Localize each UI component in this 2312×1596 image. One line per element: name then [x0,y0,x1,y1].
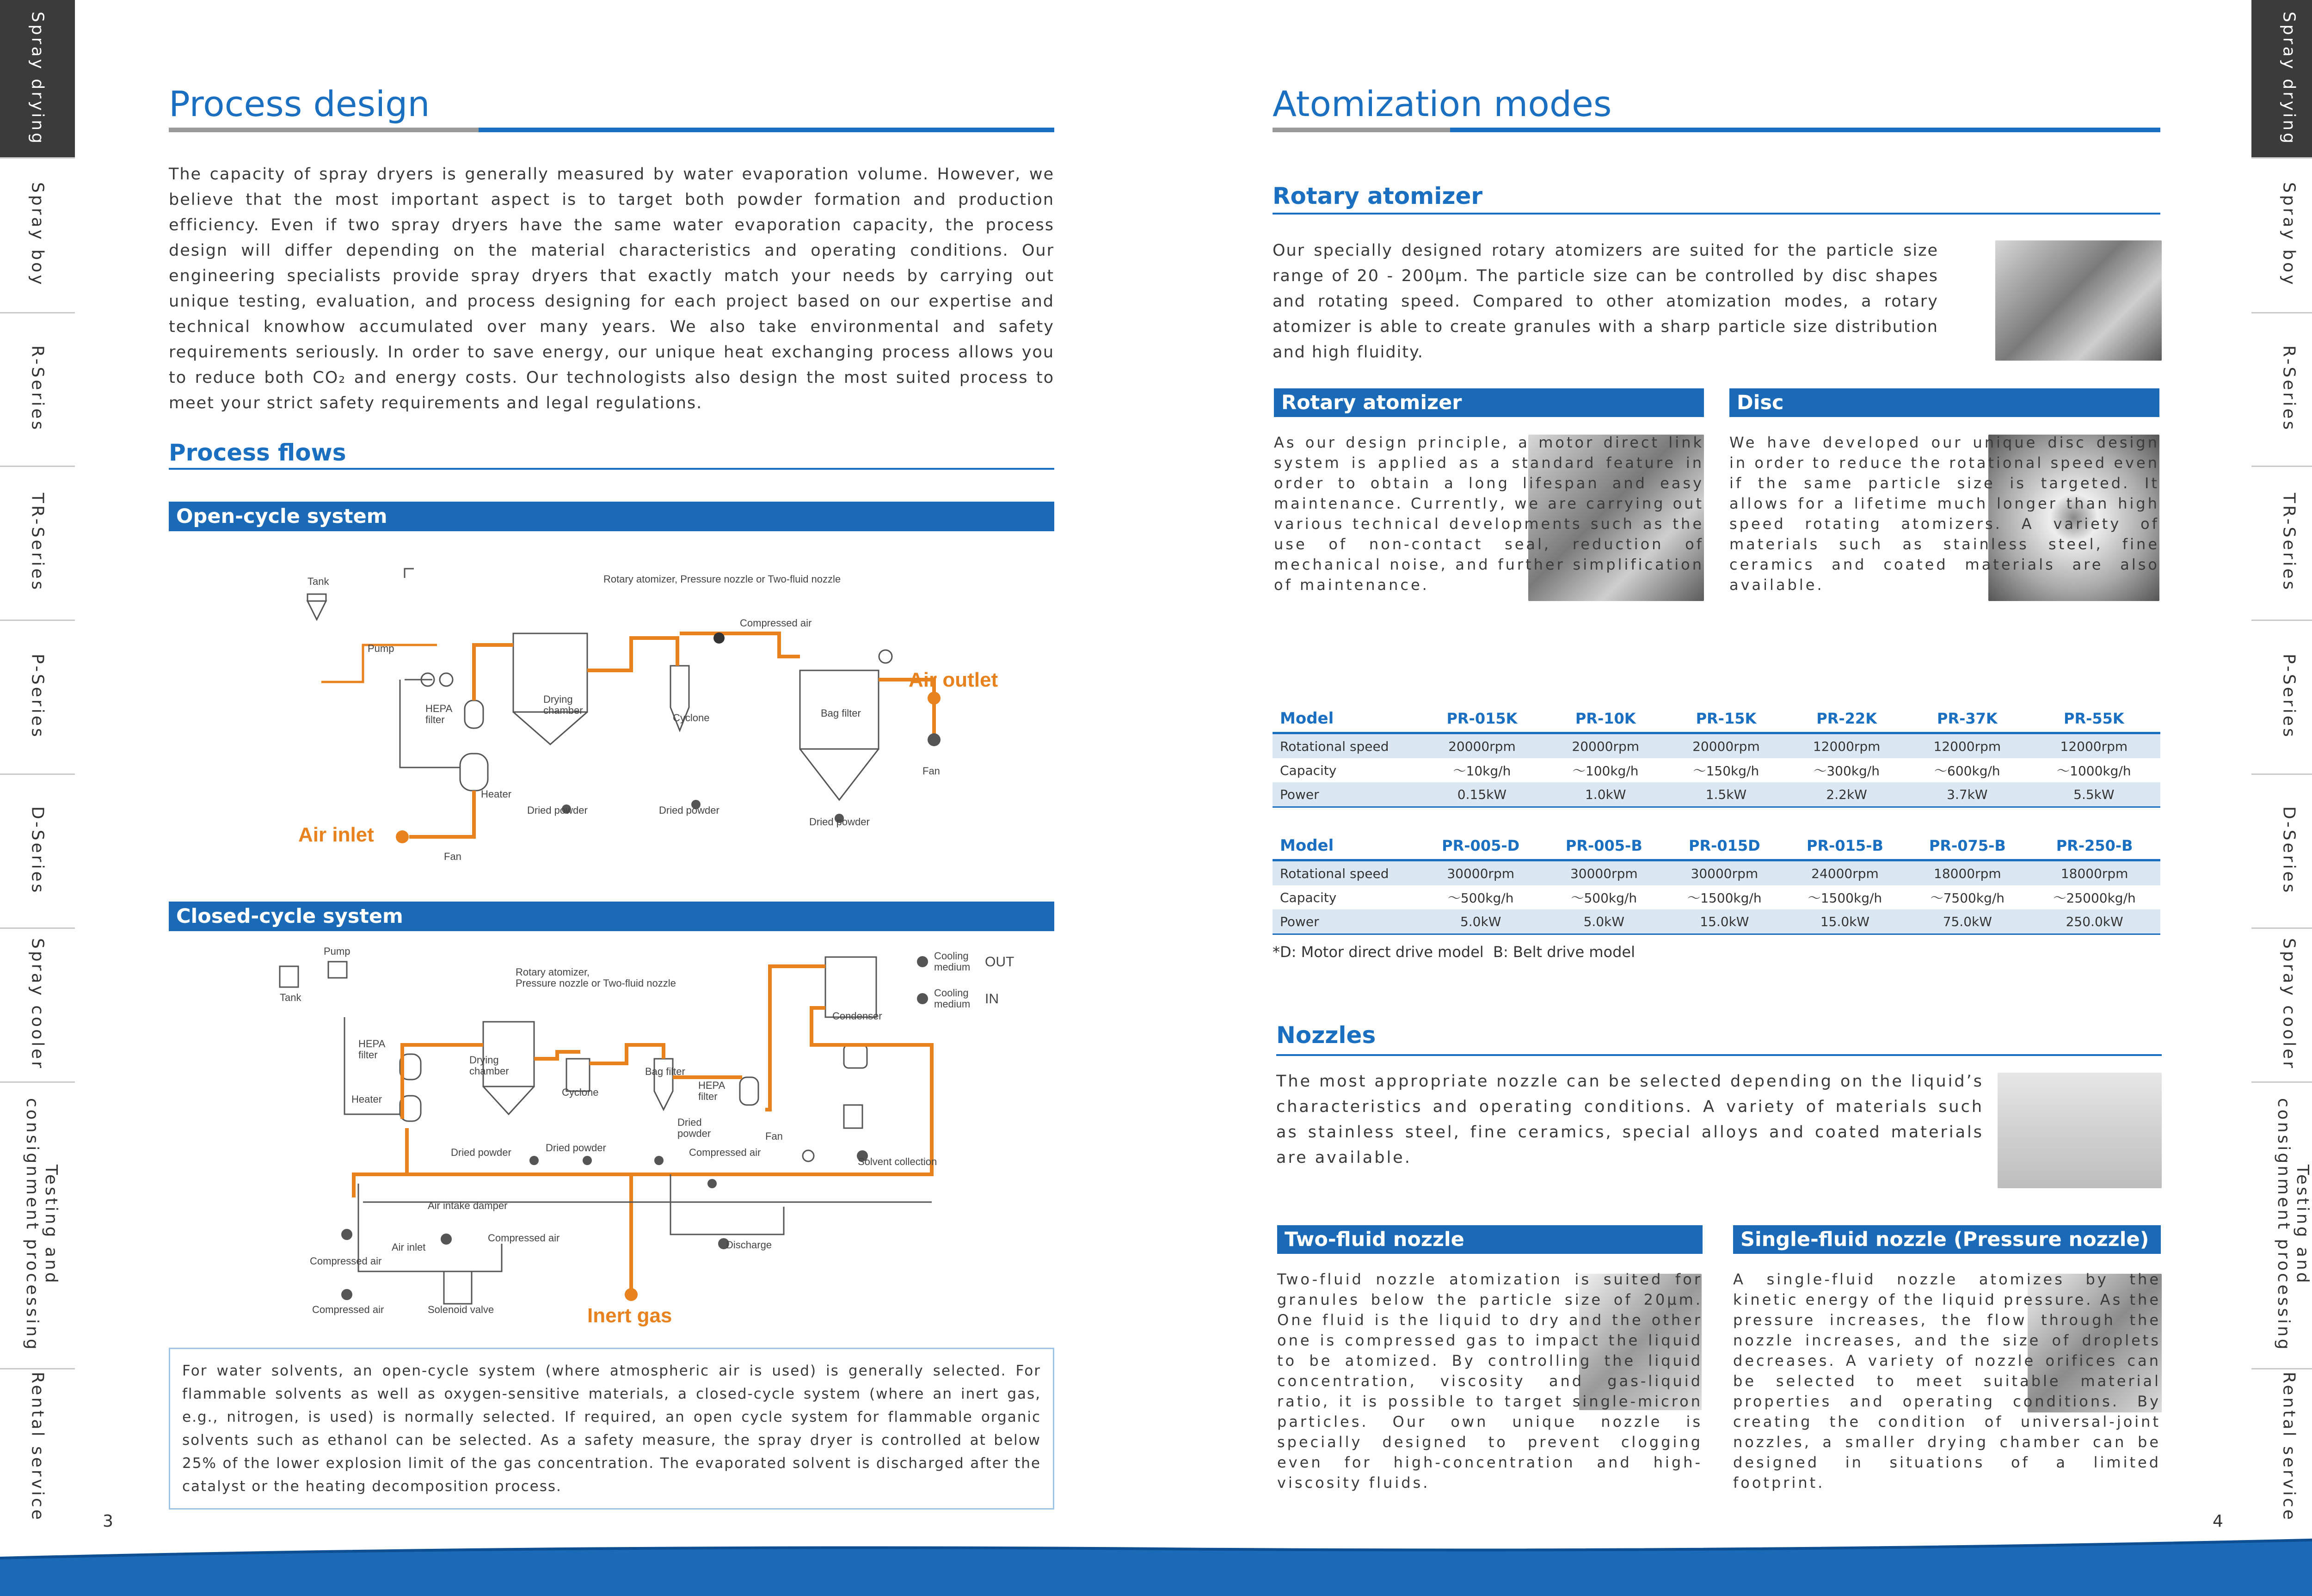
cycle-note-box [169,1348,1054,1510]
label-dried-powder-1: Dried powder [527,804,588,816]
label-air-outlet: Air outlet [909,669,998,691]
t1-r2c4: 2.2kW [1786,782,1907,807]
t2-h0: Model [1273,832,1419,860]
open-cycle-bar: Open-cycle system [169,502,1054,531]
t1-r1c6: ～1000kg/h [2057,763,2131,779]
t2-r2c4: 15.0kW [1784,909,1906,934]
pump-shape [328,962,347,978]
t1-r2c2: 1.0kW [1545,782,1666,807]
t2-r0c5: 18000rpm [1906,860,2029,886]
t1-r1c0: Capacity [1280,762,1337,778]
t1-r2c0: Power [1273,782,1419,807]
t1-r1c1: ～10kg/h [1453,763,1511,779]
label-heater: Heater [351,1093,382,1105]
two-fluid-bar: Two-fluid nozzle [1277,1225,1703,1254]
right-tab-testing[interactable]: Testing and consignment processing [2251,1081,2312,1369]
label-nozzle: Rotary atomizer, Pressure nozzle or Two-fluid nozzle [516,966,676,989]
page-number-right: 4 [2213,1512,2223,1531]
footer-wave [0,1530,2312,1596]
condenser-shape [825,957,876,1017]
right-tab-d-series[interactable]: D-Series [2251,773,2312,929]
t2-r1c3: ～1500kg/h [1687,890,1762,906]
label-air-intake-damper: Air intake damper [428,1200,508,1211]
closed-cycle-bar: Closed-cycle system [169,902,1054,931]
t1-r0c1: 20000rpm [1419,733,1545,759]
t2-h6: PR-250-B [2029,832,2160,860]
t1-r0c5: 12000rpm [1907,733,2028,759]
t1-r0c4: 12000rpm [1786,733,1907,759]
single-fluid-bar: Single-fluid nozzle (Pressure nozzle) [1733,1225,2161,1254]
tank-shape [307,601,326,620]
t1-h2: PR-10K [1545,705,1666,733]
t2-r1c4: ～1500kg/h [1808,890,1882,906]
right-tab-spray-drying[interactable]: Spray drying [2251,0,2312,159]
two-fluid-text [1277,1269,1703,1493]
label-dried-powder-3: Dried powder [809,816,870,828]
label-condenser: Condenser [832,1010,882,1022]
label-cyclone: Cyclone [673,712,710,724]
t2-r1c2: ～500kg/h [1571,890,1637,906]
t1-h1: PR-015K [1419,705,1545,733]
left-tab-spray-boy[interactable]: Spray boy [0,157,75,313]
t2-r1c6: ～25000kg/h [2053,890,2136,906]
label-compressed-air-1: Compressed air [689,1147,761,1158]
nozzles-heading-rule [1276,1054,2162,1056]
label-solvent-collection: Solvent collection [858,1156,937,1167]
nozzles-photo [1998,1073,2162,1188]
t2-h2: PR-005-B [1543,832,1665,860]
cycle-note-text: For water solvents, an open-cycle system (where atmospheric air is used) is generally selected. For flammable solvents as well as oxygen-sensitive materials, a closed-cycle system (where an inert gas, e.g., nitrogen, is used) is normally selected. If required, an open cycle system for flammable organic solvents such as ethanol can be selected. As a safety measure, the spray dryer is controlled at below 25% of the lower explosion limit of the gas concentration. The evaporated solvent is discharged after the catalyst or the heating decomposition process. [182,1363,1041,1495]
t1-r0c6: 12000rpm [2028,733,2160,759]
t1-r1c4: ～300kg/h [1814,763,1880,779]
left-tab-spray-cooler[interactable]: Spray cooler [0,927,75,1083]
t1-h3: PR-15K [1666,705,1787,733]
t1-r0c2: 20000rpm [1545,733,1666,759]
t2-r0c0: Rotational speed [1273,860,1419,886]
label-fan: Fan [765,1130,783,1142]
right-tab-p-series[interactable]: P-Series [2251,620,2312,775]
single-fluid-text-span: A single-fluid nozzle atomizes by the kinetic energy of the liquid pressure. As the pressure increases, the flow through the nozzle increases, and the size of droplets decreases. A variety of nozzle orifices can be selected to meet suitable material properties and operating conditions. By creating the condition of universal-joint nozzles, a smaller drying chamber can be designed in situations of a limited footprint. [1733,1271,2161,1492]
right-tab-r-series[interactable]: R-Series [2251,312,2312,467]
label-tank: Tank [280,992,301,1003]
label-inert-gas: Inert gas [587,1304,672,1327]
t2-r2c5: 75.0kW [1906,909,2029,934]
rotary-atomizer-photo [1995,240,2162,361]
t1-r2c5: 3.7kW [1907,782,2028,807]
label-compressed-air: Compressed air [740,617,812,629]
two-fluid-text-span: Two-fluid nozzle atomization is suited for granules below the particle size of 20μm. One fluid is the liquid to dry and the other one is compressed gas to impact the liquid to be atomized. By controlling the liquid concentration, viscosity and gas-liquid ratio, it is possible to target single-micron particles. Our own unique nozzle is specially designed to prevent clogging even for high-concentration and high-viscosity fluids. [1277,1271,1703,1492]
solenoid-shape [444,1271,472,1304]
left-tab-tr-series[interactable]: TR-Series [0,466,75,621]
t2-r2c1: 5.0kW [1419,909,1543,934]
t2-r0c3: 30000rpm [1665,860,1783,886]
rotary-intro: Our specially designed rotary atomizers are suited for the particle size range of 20 - 200μm. The particle size can be controlled by disc shapes and rotating speed. Compared to other atomization modes, a rotary atomizer is able to create granules with a sharp particle size distribution and high fluidity. [1273,241,1938,362]
t1-r1c5: ～600kg/h [1934,763,2000,779]
title-rule [169,128,1054,132]
left-tab-rental[interactable]: Rental service [28,1371,47,1522]
label-tank: Tank [307,576,329,587]
label-compressed-air-2: Compressed air [488,1232,560,1244]
t2-r0c4: 24000rpm [1784,860,1906,886]
label-drying-chamber: Drying chamber [543,694,583,717]
process-design-intro: The capacity of spray dryers is generally measured by water evaporation volume. However, we believe that the most important aspect is to target both powder formation and production efficiency. Even if two spray dryers have the same water evaporation capacity, the process design will differ depending on the material characteristics and operating conditions. Our engineering specialists provide spray dryers that exactly match your needs by carrying out unique testing, evaluation, and process designing for each project based on our expertise and technical knowhow accumulated over many years. We also take environmental and safety requirements seriously. In order to save energy, our unique heat exchanging process allows you to reduce both CO₂ and energy costs. Our technologists also design the most suited process to meet your strict safety requirements and legal regulations. [169,165,1054,412]
label-bag-filter: Bag filter [645,1066,685,1077]
label-air-inlet: Air inlet [392,1241,426,1253]
t1-r0c3: 20000rpm [1666,733,1787,759]
left-tab-p-series[interactable]: P-Series [0,620,75,775]
title-rule-right [1273,128,2160,132]
t2-r2c2: 5.0kW [1543,909,1665,934]
page-number-left: 3 [103,1512,113,1531]
label-fan-out: Fan [922,765,940,777]
label-hepa-1: HEPA filter [358,1038,386,1061]
label-dried-powder-3: Dried powder [677,1117,711,1140]
t1-h0: Model [1273,705,1419,733]
disc-box-text [1729,432,2159,595]
t2-r2c3: 15.0kW [1665,909,1783,934]
label-dried-powder-2: Dried powder [659,804,719,816]
left-tab-testing[interactable]: Testing and consignment processing [0,1081,75,1369]
t2-r0c1: 30000rpm [1419,860,1543,886]
rotary-box-text-span: As our design principle, a motor direct link system is applied as a standard feature in order to obtain a long lifespan and easy maintenance. Currently, we are carrying out various technical developments such as the use of non-contact seal, reduction of mechanical noise, and further simplification of maintenance. [1274,434,1704,594]
label-out: OUT [985,954,1015,970]
disc-box-bar: Disc [1729,388,2159,417]
label-compressed-air-3: Compressed air [310,1255,382,1267]
right-tab-spray-cooler[interactable]: Spray cooler [2251,927,2312,1083]
right-tab-spray-boy[interactable]: Spray boy [2251,157,2312,313]
rotary-heading-rule [1273,213,2160,215]
disc-box-text-span: We have developed our unique disc design in order to reduce the rotational speed even if the same particle size is targeted. It allows for a lifetime much longer than high speed rotating atomizers. A variety of materials such as stainless steel, fine ceramics and coated materials are also available. [1729,434,2159,594]
t1-h4: PR-22K [1786,705,1907,733]
label-dried-powder-2: Dried powder [546,1142,606,1154]
right-tab-rental[interactable]: Rental service [2279,1371,2299,1522]
label-pump: Pump [368,643,394,654]
single-fluid-text [1733,1269,2161,1493]
process-flows-rule [169,468,1054,470]
t2-r0c6: 18000rpm [2029,860,2160,886]
t1-h5: PR-37K [1907,705,2028,733]
t2-r2c6: 250.0kW [2029,909,2160,934]
t2-h4: PR-015-B [1784,832,1906,860]
label-pump: Pump [324,945,350,957]
nozzles-intro: The most appropriate nozzle can be selected depending on the liquid’s characteristics and operating conditions. A variety of materials such as stainless steel, fine ceramics, special alloys and coated materials are available. [1276,1072,1984,1167]
page-title-atomization-modes: Atomization modes [1273,83,1612,124]
page-title-process-design: Process design [169,83,430,124]
spec-table-1 [1273,705,2160,808]
label-hepa-2: HEPA filter [698,1080,726,1103]
process-flows-heading: Process flows [169,439,346,466]
t1-r2c6: 5.5kW [2028,782,2160,807]
table-footnote: *D: Motor direct drive model B: Belt drive model [1273,943,1635,961]
rotary-box-bar: Rotary atomizer [1274,388,1704,417]
label-solenoid-valve: Solenoid valve [428,1304,494,1315]
t1-r0c0: Rotational speed [1273,733,1419,759]
label-compressed-air-4: Compressed air [312,1304,384,1315]
t2-h1: PR-005-D [1419,832,1543,860]
rotary-box-text [1274,432,1704,595]
closed-cycle-diagram [169,939,1054,1341]
t2-r2c0: Power [1273,909,1419,934]
t2-r1c0: Capacity [1280,890,1337,905]
label-cooling-in: Cooling medium [934,987,971,1010]
rotary-atomizer-heading: Rotary atomizer [1273,183,1483,209]
label-cooling-out: Cooling medium [934,950,971,973]
t1-h6: PR-55K [2028,705,2160,733]
t2-h3: PR-015D [1665,832,1783,860]
t1-r1c2: ～100kg/h [1572,763,1639,779]
label-nozzle: Rotary atomizer, Pressure nozzle or Two-fluid nozzle [603,573,841,585]
label-heater: Heater [481,788,512,800]
open-cycle-diagram [169,541,1054,874]
label-fan-in: Fan [444,851,461,862]
label-drying-chamber: Drying chamber [469,1054,509,1077]
left-tab-spray-drying[interactable]: Spray drying [0,0,75,159]
label-bag-filter: Bag filter [821,707,861,719]
label-discharge: Discharge [726,1239,772,1251]
label-dried-powder-1: Dried powder [451,1147,511,1158]
t2-h5: PR-075-B [1906,832,2029,860]
left-tab-d-series[interactable]: D-Series [0,773,75,929]
heater-shape [460,754,488,791]
t2-r1c1: ～500kg/h [1447,890,1514,906]
nozzles-heading: Nozzles [1276,1022,1376,1049]
label-cyclone: Cyclone [562,1087,599,1098]
t2-r0c2: 30000rpm [1543,860,1665,886]
spec-table-2 [1273,832,2160,935]
label-hepa: HEPA filter [425,703,453,726]
t1-r1c3: ～150kg/h [1693,763,1759,779]
t1-r2c1: 0.15kW [1419,782,1545,807]
tank-shape [280,966,298,987]
t2-r1c5: ～7500kg/h [1930,890,2005,906]
left-tab-r-series[interactable]: R-Series [0,312,75,467]
label-in: IN [985,991,999,1007]
right-tab-tr-series[interactable]: TR-Series [2251,466,2312,621]
t1-r2c3: 1.5kW [1666,782,1787,807]
label-air-inlet: Air inlet [298,823,374,846]
